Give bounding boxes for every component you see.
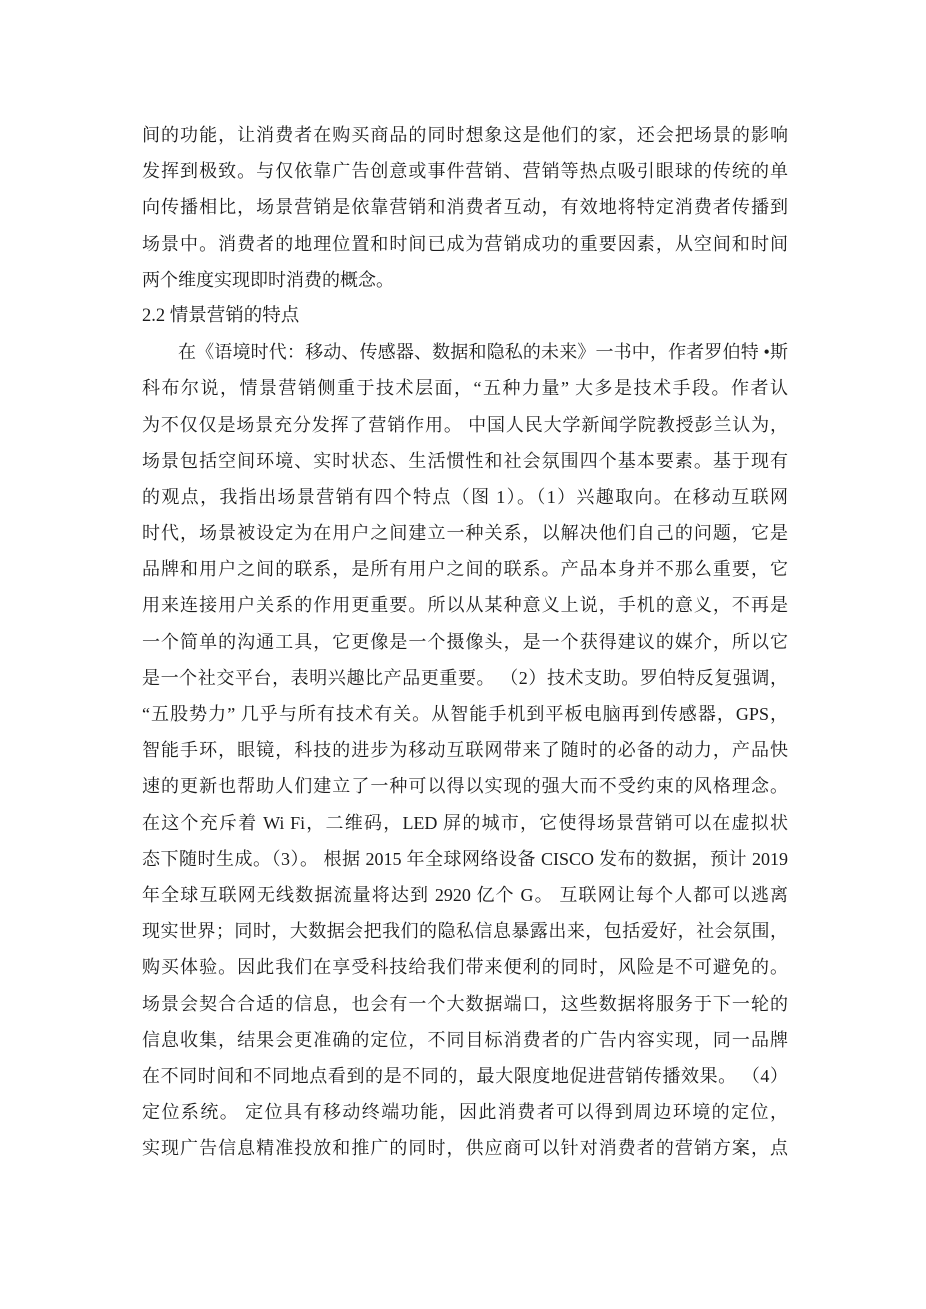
document-body bbox=[142, 117, 788, 1166]
body-line: 场景中。消费者的地理位置和时间已成为营销成功的重要因素，从空间和时间 bbox=[142, 233, 788, 254]
body-line: 用来连接用户关系的作用更重要。所以从某种意义上说，手机的意义，不再是 bbox=[142, 595, 788, 616]
body-line: 间的功能，让消费者在购买商品的同时想象这是他们的家，还会把场景的影响 bbox=[142, 125, 788, 145]
body-line: “五股势力” 几乎与所有技术有关。从智能手机到平板电脑再到传感器，GPS， bbox=[142, 704, 788, 724]
body-line: 场景会契合合适的信息，也会有一个大数据端口，这些数据将服务于下一轮的 bbox=[142, 993, 788, 1014]
body-line: 两个维度实现即时消费的概念。 bbox=[142, 269, 394, 290]
body-line: 场景包括空间环境、实时状态、生活惯性和社会氛围四个基本要素。基于现有 bbox=[142, 450, 788, 471]
body-line: 科布尔说，情景营销侧重于技术层面，“五种力量” 大多是技术手段。作者认 bbox=[142, 378, 788, 399]
body-line: 在这个充斥着 Wi Fi，二维码，LED 屏的城市，它使得场景营销可以在虚拟状 bbox=[142, 812, 788, 833]
body-line: 速的更新也帮助人们建立了一种可以得以实现的强大而不受约束的风格理念。 bbox=[142, 776, 788, 797]
body-line: 实现广告信息精准投放和推广的同时，供应商可以针对消费者的营销方案，点 bbox=[142, 1138, 788, 1159]
body-line: 购买体验。因此我们在享受科技给我们带来便利的同时，风险是不可避免的。 bbox=[142, 957, 788, 978]
body-line: 在不同时间和不同地点看到的是不同的，最大限度地促进营销传播效果。 （4） bbox=[142, 1065, 788, 1086]
body-line: 的观点，我指出场景营销有四个特点（图 1）。（1）兴趣取向。在移动互联网 bbox=[142, 486, 788, 507]
body-line: 在《语境时代：移动、传感器、数据和隐私的未来》一书中，作者罗伯特 •斯 bbox=[178, 342, 788, 363]
body-line: 品牌和用户之间的联系，是所有用户之间的联系。产品本身并不那么重要，它 bbox=[142, 559, 788, 580]
body-line: 为不仅仅是场景充分发挥了营销作用。 中国人民大学新闻学院教授彭兰认为， bbox=[142, 414, 788, 435]
body-line: 定位系统。 定位具有移动终端功能，因此消费者可以得到周边环境的定位， bbox=[142, 1102, 788, 1123]
section-heading: 2.2 情景营销的特点 bbox=[142, 305, 300, 326]
body-line: 向传播相比，场景营销是依靠营销和消费者互动，有效地将特定消费者传播到 bbox=[142, 197, 788, 218]
body-line: 发挥到极致。与仅依靠广告创意或事件营销、营销等热点吸引眼球的传统的单 bbox=[142, 161, 788, 182]
body-line: 现实世界；同时，大数据会把我们的隐私信息暴露出来，包括爱好，社会氛围， bbox=[142, 921, 788, 942]
body-line: 信息收集，结果会更准确的定位，不同目标消费者的广告内容实现，同一品牌 bbox=[142, 1029, 788, 1050]
body-line: 年全球互联网无线数据流量将达到 2920 亿个 G。 互联网让每个人都可以逃离 bbox=[142, 884, 788, 905]
body-line: 一个简单的沟通工具，它更像是一个摄像头，是一个获得建议的媒介，所以它 bbox=[142, 631, 788, 652]
body-line: 智能手环，眼镜，科技的进步为移动互联网带来了随时的必备的动力，产品快 bbox=[142, 740, 788, 761]
body-line: 态下随时生成。（3）。 根据 2015 年全球网络设备 CISCO 发布的数据，预计 2019 bbox=[142, 848, 788, 869]
body-line: 是一个社交平台，表明兴趣比产品更重要。 （2）技术支助。罗伯特反复强调， bbox=[142, 667, 788, 688]
body-line: 时代，场景被设定为在用户之间建立一种关系，以解决他们自己的问题，它是 bbox=[142, 523, 788, 544]
